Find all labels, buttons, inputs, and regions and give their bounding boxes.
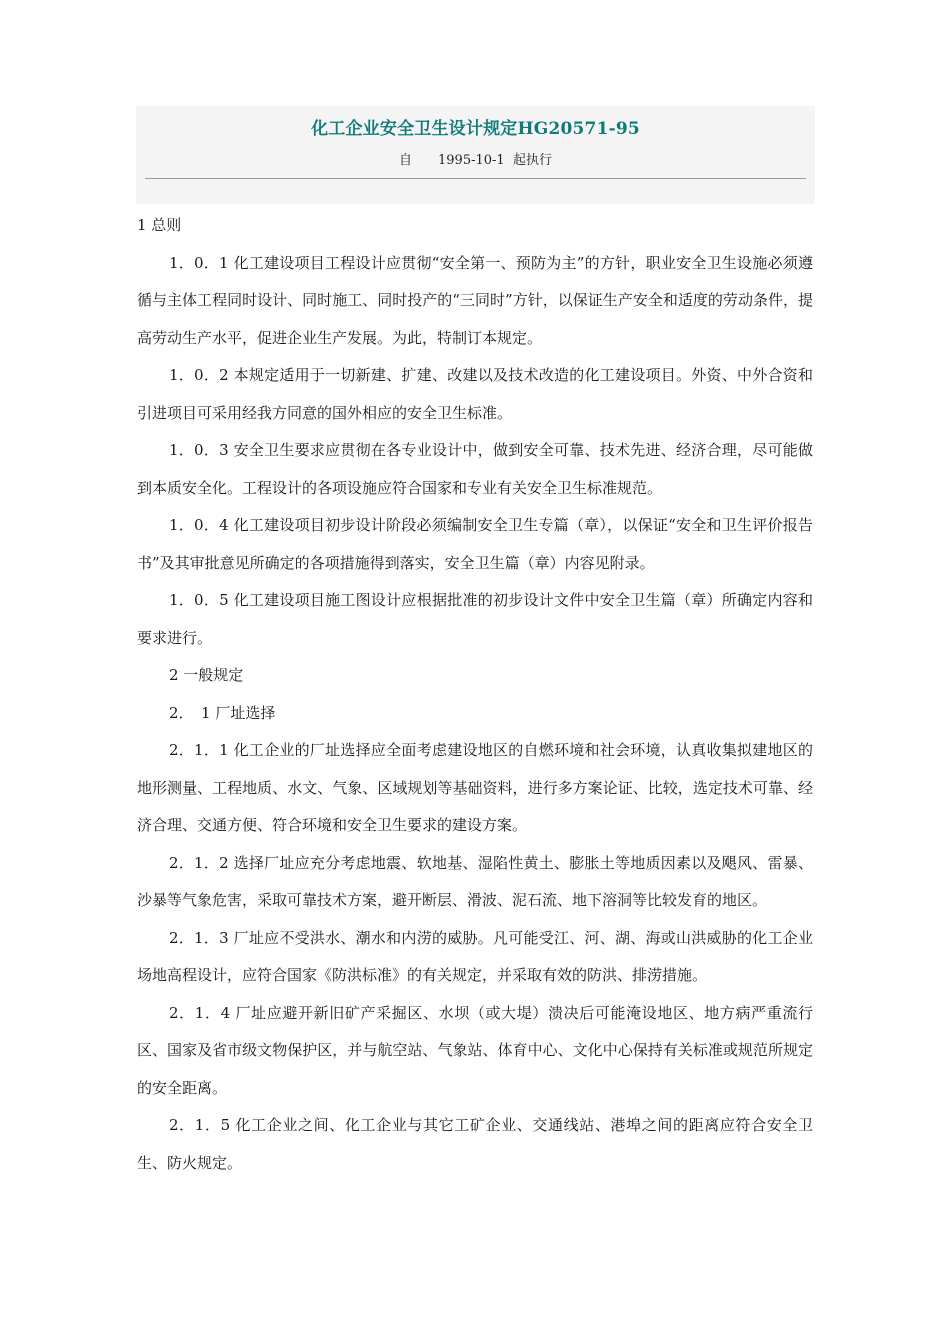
effective-date: 自 1995-10-1 起执行 <box>399 153 552 168</box>
clause-1-0-1: 1．0．1 化工建设项目工程设计应贯彻“安全第一、预防为主”的方针，职业安全卫生设施必须遵循与主体工程同时设计、同时施工、同时投产的“三同时”方针，以保证生产安全和适度的劳动条件，提高劳动生产水平，促进企业生产发展。为此，特制订本规定。 <box>137 253 813 347</box>
header-divider <box>145 178 806 179</box>
document-header <box>136 106 815 204</box>
clause-1-0-4: 1．0．4 化工建设项目初步设计阶段必须编制安全卫生专篇（章），以保证“安全和卫生评价报告书”及其审批意见所确定的各项措施得到落实，安全卫生篇（章）内容见附录。 <box>137 516 813 572</box>
clause-1-0-5: 1．0．5 化工建设项目施工图设计应根据批准的初步设计文件中安全卫生篇（章）所确定内容和要求进行。 <box>137 591 813 647</box>
clause-1-0-2: 1．0．2 本规定适用于一切新建、扩建、改建以及技术改造的化工建设项目。外资、中外合资和引进项目可采用经我方同意的国外相应的安全卫生标准。 <box>137 366 813 422</box>
clause-2-1-1: 2．1．1 化工企业的厂址选择应全面考虑建设地区的自燃环境和社会环境，认真收集拟建地区的地形测量、工程地质、水文、气象、区域规划等基础资料，进行多方案论证、比较，选定技术可靠、经济合理、交通方便、符合环境和安全卫生要求的建设方案。 <box>137 741 813 834</box>
clause-1-0-3: 1．0．3 安全卫生要求应贯彻在各专业设计中，做到安全可靠、技术先进、经济合理，尽可能做到本质安全化。工程设计的各项设施应符合国家和专业有关安全卫生标准规范。 <box>137 441 813 497</box>
document-body <box>137 207 813 1182</box>
clause-2-1-2: 2．1．2 选择厂址应充分考虑地震、软地基、湿陷性黄土、膨胀土等地质因素以及飓风、雷暴、沙暴等气象危害，采取可靠技术方案，避开断层、滑波、泥石流、地下溶洞等比较发育的地区。 <box>137 853 813 909</box>
subsection-heading-site-selection: 2． 1 厂址选择 <box>169 703 276 722</box>
clause-2-1-5: 2．1．5 化工企业之间、化工企业与其它工矿企业、交通线站、港埠之间的距离应符合安全卫生、防火规定。 <box>137 1116 813 1172</box>
clause-2-1-3: 2．1．3 厂址应不受洪水、潮水和内涝的威胁。凡可能受江、河、湖、海或山洪威胁的化工企业场地高程设计，应符合国家《防洪标准》的有关规定，并采取有效的防洪、排涝措施。 <box>137 928 813 984</box>
document-title: 化工企业安全卫生设计规定HG20571-95 <box>311 119 640 139</box>
section-heading-general-rules: 2 一般规定 <box>169 666 244 684</box>
clause-2-1-4: 2．1．4 厂址应避开新旧矿产采掘区、水坝（或大堤）溃决后可能淹设地区、地方病严重流行区、国家及省市级文物保护区，并与航空站、气象站、体育中心、文化中心保持有关标准或规范所规定的安全距离。 <box>137 1003 813 1097</box>
section-heading-general: 1 总则 <box>137 216 182 234</box>
